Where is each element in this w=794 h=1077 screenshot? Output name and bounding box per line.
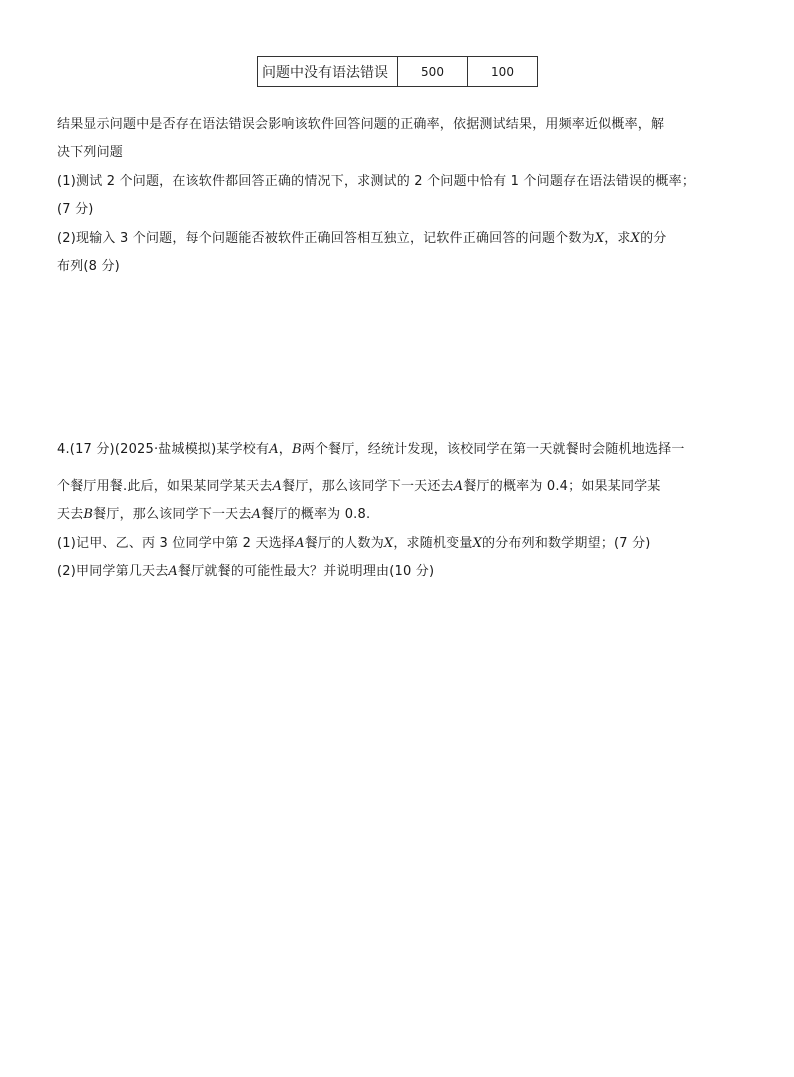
variable-b: B: [83, 507, 94, 522]
text-segment: (1)记甲、乙、丙 3 位同学中第 2 天选择: [57, 536, 296, 551]
variable-x: X: [594, 231, 605, 246]
q4-part1: [57, 535, 651, 553]
text-segment: ，: [278, 442, 292, 457]
q3-part1-line-1: (1)测试 2 个问题，在该软件都回答正确的情况下，求测试的 2 个问题中恰有 1 个问题存在语法错误的概率；: [57, 174, 696, 189]
variable-a: A: [453, 479, 464, 494]
q4-line-3: [57, 506, 370, 524]
variable-x: X: [472, 536, 483, 551]
text-segment: 天去: [57, 507, 84, 522]
q4-part2: [57, 563, 434, 581]
q3-part2-line-1: [57, 230, 667, 248]
table-cell-label: 问题中没有语法错误: [258, 57, 398, 87]
q4-line-1: [57, 441, 685, 459]
text-segment: (2)现输入 3 个问题，每个问题能否被软件正确回答相互独立，记软件正确回答的问题个数为: [57, 231, 595, 246]
q4-line-2: [57, 478, 661, 496]
text-segment: ，求随机变量: [393, 536, 473, 551]
q3-intro-line-1: 结果显示问题中是否存在语法错误会影响该软件回答问题的正确率，依据测试结果，用频率近似概率，解: [57, 117, 665, 132]
text-segment: 餐厅，那么该同学下一天还去: [282, 479, 454, 494]
variable-a: A: [272, 479, 283, 494]
text-segment: ，求: [604, 231, 631, 246]
table-cell-value-1: 500: [398, 57, 468, 87]
text-segment: 4.(17 分)(2025·盐城模拟)某学校有: [57, 442, 270, 457]
q3-part2-line-2: 布列(8 分): [57, 259, 120, 274]
variable-a: A: [269, 442, 279, 457]
text-segment: 的分布列和数学期望；(7 分): [482, 536, 651, 551]
text-segment: 两个餐厅，经统计发现，该校同学在第一天就餐时会随机地选择一: [301, 442, 685, 457]
text-segment: 餐厅就餐的可能性最大？并说明理由(10 分): [178, 564, 435, 579]
table-row: [258, 57, 538, 87]
q3-part1-line-2: (7 分): [57, 202, 94, 217]
table-cell-value-2: 100: [468, 57, 538, 87]
text-segment: 个餐厅用餐.此后，如果某同学某天去: [57, 479, 273, 494]
text-segment: (2)甲同学第几天去: [57, 564, 169, 579]
text-segment: 餐厅的人数为: [304, 536, 384, 551]
text-segment: 餐厅的概率为 0.4；如果某同学某: [463, 479, 661, 494]
text-segment: 餐厅，那么该同学下一天去: [93, 507, 252, 522]
variable-x: X: [630, 231, 641, 246]
variable-x: X: [383, 536, 394, 551]
variable-a: A: [168, 564, 179, 579]
variable-a: A: [295, 536, 305, 551]
q3-intro-line-2: 决下列问题: [57, 145, 124, 160]
variable-b: B: [291, 442, 302, 457]
variable-a: A: [251, 507, 262, 522]
text-segment: 的分: [640, 231, 667, 246]
data-table: [257, 56, 538, 87]
text-segment: 餐厅的概率为 0.8.: [261, 507, 371, 522]
